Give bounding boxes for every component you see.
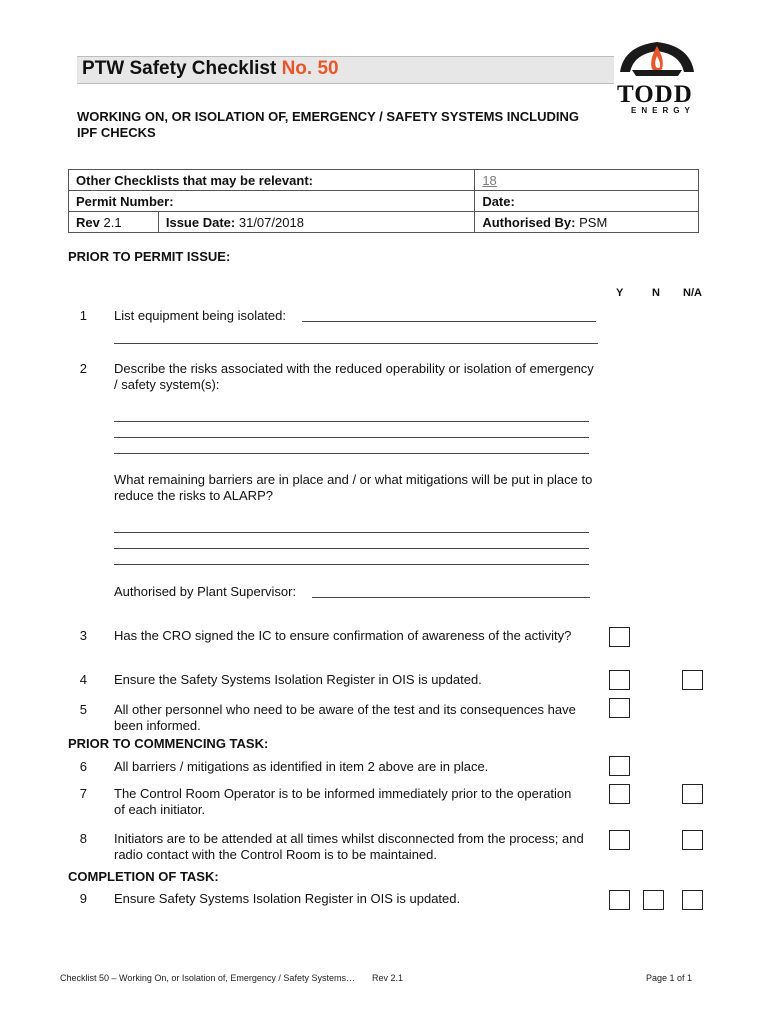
authorised-supervisor-label: Authorised by Plant Supervisor: (114, 584, 297, 599)
equipment-input-line-2[interactable] (114, 343, 598, 344)
item-number: 7 (79, 786, 87, 801)
barriers-text: What remaining barriers are in place and / or what mitigations will be put in place to reduce the risks to ALARP? (114, 472, 593, 503)
item-5-checkbox-y[interactable] (609, 698, 630, 718)
logo-wordmark: TODD (617, 81, 693, 108)
issue-date-value: 31/07/2018 (238, 214, 304, 230)
item-number: 6 (79, 759, 87, 774)
risks-input-line[interactable] (114, 421, 589, 422)
item-number: 1 (79, 308, 87, 323)
authorised-by-cell (475, 212, 699, 233)
permit-number-field[interactable]: Permit Number: (69, 191, 475, 212)
section-prior-to-commencing: PRIOR TO COMMENCING TASK: (68, 736, 269, 751)
barriers-input-line[interactable] (114, 548, 589, 549)
item-3-checkbox-y[interactable] (609, 627, 630, 647)
footer-title: Checklist 50 – Working On, or Isolation of, Emergency / Safety Systems… (60, 973, 355, 983)
item-number: 2 (79, 361, 87, 376)
section-completion: COMPLETION OF TASK: (68, 869, 219, 884)
permit-info-table (68, 169, 699, 233)
page-title (82, 58, 339, 80)
item-5-text: All other personnel who need to be aware of the test and its consequences have been informed. (114, 702, 576, 733)
item-6-checkbox-y[interactable] (609, 756, 630, 776)
issue-date-cell (158, 212, 474, 233)
item-8-checkbox-na[interactable] (682, 830, 703, 850)
footer-rev: Rev 2.1 (372, 973, 404, 983)
rev-label: Rev (76, 214, 100, 230)
item-9-text: Ensure Safety Systems Isolation Register in OIS is updated. (114, 891, 461, 906)
item-4-checkbox-na[interactable] (682, 670, 703, 690)
item-number: 5 (79, 702, 87, 717)
risks-input-line[interactable] (114, 453, 589, 454)
footer-page: Page 1 of 1 (646, 973, 693, 983)
page-subtitle: WORKING ON, OR ISOLATION OF, EMERGENCY / SAFETY SYSTEMS INCLUDING IPF CHECKS (77, 109, 579, 140)
date-field[interactable]: Date: (475, 191, 699, 212)
item-number: 3 (79, 628, 87, 643)
risks-input-line[interactable] (114, 437, 589, 438)
rev-cell (69, 212, 159, 233)
title-number: No. 50 (281, 58, 339, 79)
item-6-text: All barriers / mitigations as identified in item 2 above are in place. (114, 759, 489, 774)
item-8-checkbox-y[interactable] (609, 830, 630, 850)
authorised-by-label: Authorised By: (482, 214, 576, 230)
issue-date-label: Issue Date: (165, 214, 236, 230)
item-9-checkbox-n[interactable] (643, 890, 664, 910)
column-yes: Y (616, 287, 624, 299)
item-7-text: The Control Room Operator is to be informed immediately prior to the operation of each initiator. (114, 786, 572, 817)
equipment-input-line[interactable] (302, 321, 596, 322)
other-checklists-value[interactable] (475, 170, 699, 191)
rev-value: 2.1 (103, 214, 122, 230)
barriers-input-line[interactable] (114, 564, 589, 565)
barriers-input-line[interactable] (114, 532, 589, 533)
item-2-text: Describe the risks associated with the reduced operability or isolation of emergency / safety system(s): (114, 361, 594, 392)
authorised-by-value: PSM (579, 214, 608, 230)
item-8-text: Initiators are to be attended at all times whilst disconnected from the process; and radio contact with the Control Room is to be maintained. (114, 831, 584, 862)
item-7-checkbox-y[interactable] (609, 784, 630, 804)
item-7-checkbox-na[interactable] (682, 784, 703, 804)
other-checklists-link[interactable]: 18 (482, 172, 497, 188)
item-4-text: Ensure the Safety Systems Isolation Register in OIS is updated. (114, 672, 482, 687)
item-1-text: List equipment being isolated: (114, 308, 287, 323)
section-prior-to-permit: PRIOR TO PERMIT ISSUE: (68, 249, 231, 264)
other-checklists-label: Other Checklists that may be relevant: (69, 170, 475, 191)
item-number: 8 (79, 831, 87, 846)
title-main: PTW Safety Checklist (82, 58, 282, 79)
supervisor-signature-line[interactable] (312, 597, 590, 598)
item-9-checkbox-na[interactable] (682, 890, 703, 910)
column-na: N/A (683, 287, 702, 299)
logo-tagline: ENERGY (631, 106, 695, 115)
item-number: 9 (79, 891, 87, 906)
column-no: N (652, 287, 660, 299)
item-9-checkbox-y[interactable] (609, 890, 630, 910)
item-4-checkbox-y[interactable] (609, 670, 630, 690)
item-number: 4 (79, 672, 87, 687)
item-3-text: Has the CRO signed the IC to ensure confirmation of awareness of the activity? (114, 628, 572, 643)
